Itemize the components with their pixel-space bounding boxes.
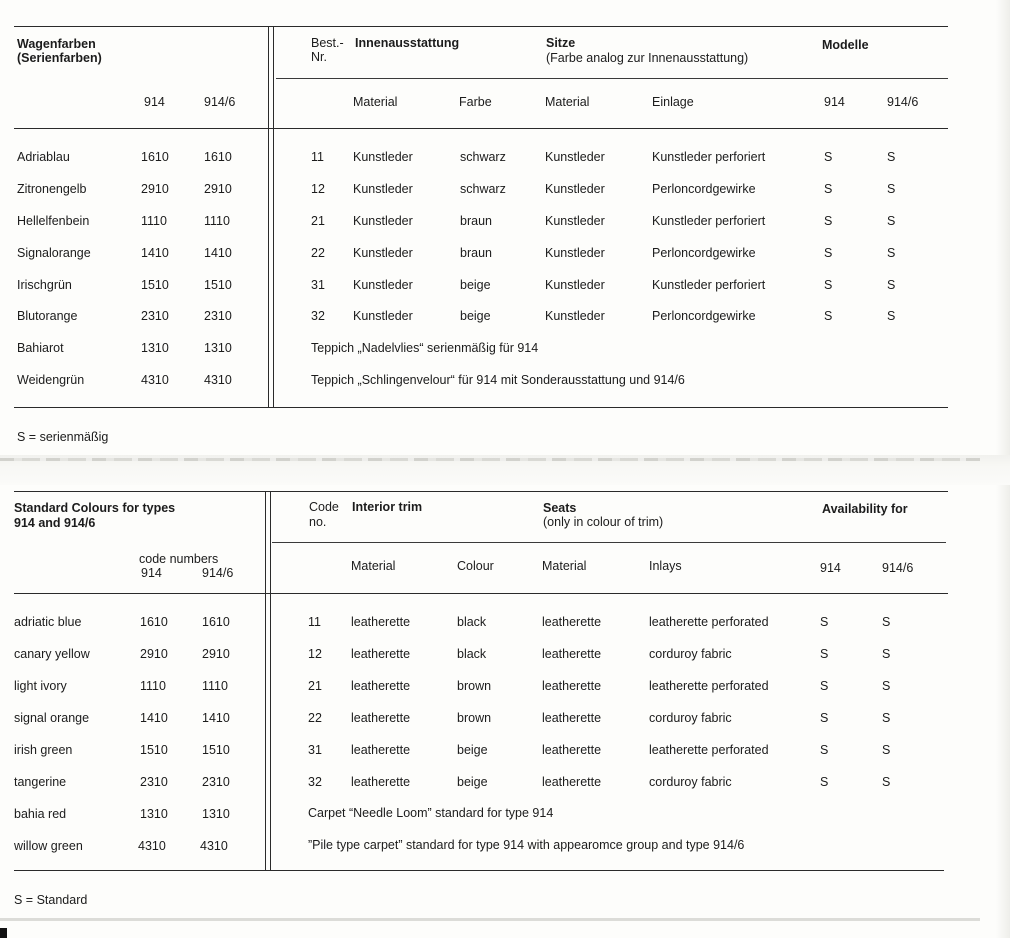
- subheader-rule: [14, 593, 948, 594]
- subheader-rule: [14, 128, 948, 129]
- trim-row: [0, 278, 1000, 296]
- avail-9146: S: [882, 647, 891, 661]
- color-name: Bahiarot: [17, 341, 64, 355]
- code-914: 1510: [140, 743, 168, 757]
- trim-material: leatherette: [351, 679, 411, 693]
- carpet-note-1: Carpet “Needle Loom” standard for type 914: [308, 806, 554, 820]
- avail-9146: S: [882, 743, 891, 757]
- model-914: S: [824, 309, 833, 323]
- color-name: Weidengrün: [17, 373, 85, 387]
- avail-914: S: [820, 743, 829, 757]
- trim-colour: brown: [457, 679, 492, 693]
- sub-colour: Colour: [457, 559, 494, 573]
- trim-nr: 22: [308, 711, 322, 725]
- trim-colour: brown: [457, 711, 492, 725]
- bottom-rule: [14, 407, 948, 408]
- trim-nr: 31: [308, 743, 322, 757]
- seat-inlay: leatherette perforated: [649, 615, 769, 629]
- seat-einlage: Perloncordgewirke: [652, 182, 756, 196]
- trim-material: leatherette: [351, 711, 411, 725]
- code-914: 1610: [140, 615, 168, 629]
- sub-material: Material: [351, 559, 396, 573]
- color-name: Adriablau: [17, 150, 70, 164]
- carpet-note-2: Teppich „Schlingenvelour“ für 914 mit Sonderausstattung und 914/6: [311, 373, 685, 387]
- trim-nr: 21: [311, 214, 325, 228]
- seat-material: Kunstleder: [545, 278, 605, 292]
- title-line2: (Serienfarben): [17, 51, 102, 65]
- avail-9146: S: [882, 711, 891, 725]
- trim-row: [0, 246, 1000, 264]
- model-9146: S: [887, 214, 896, 228]
- trim-farbe: beige: [460, 278, 491, 292]
- code-914: 2310: [140, 775, 168, 789]
- trim-nr: 11: [308, 615, 321, 629]
- seat-material: Kunstleder: [545, 182, 605, 196]
- availability-header: Availability for: [822, 502, 908, 516]
- avail-9146: S: [882, 775, 891, 789]
- model-914: S: [824, 278, 833, 292]
- trim-farbe: beige: [460, 309, 491, 323]
- trim-row: [0, 309, 1000, 327]
- trim-material: Kunstleder: [353, 309, 413, 323]
- model-9146: S: [887, 182, 896, 196]
- trim-row: [0, 647, 1000, 665]
- code-914: 1410: [141, 246, 169, 260]
- color-name: Irischgrün: [17, 278, 72, 292]
- color-name: Zitronengelb: [17, 182, 87, 196]
- code-9146: 2910: [204, 182, 232, 196]
- seat-material: Kunstleder: [545, 214, 605, 228]
- modelle-header: Modelle: [822, 38, 869, 52]
- trim-nr: 22: [311, 246, 325, 260]
- carpet-note-1: Teppich „Nadelvlies“ serienmäßig für 914: [311, 341, 539, 355]
- code-no-line2: no.: [309, 515, 327, 529]
- title-line1: Wagenfarben: [17, 37, 96, 51]
- seat-inlay: corduroy fabric: [649, 647, 732, 661]
- legend: S = serienmäßig: [17, 430, 109, 444]
- trim-colour: black: [457, 647, 487, 661]
- seat-inlay: leatherette perforated: [649, 743, 769, 757]
- sub-914: 914: [824, 95, 845, 109]
- sub-material: Material: [353, 95, 398, 109]
- top-rule: [14, 491, 948, 492]
- trim-row: [0, 711, 1000, 729]
- avail-914: S: [820, 679, 829, 693]
- trim-nr: 32: [311, 309, 325, 323]
- title-line2: 914 and 914/6: [14, 516, 96, 530]
- code-9146: 2310: [202, 775, 230, 789]
- sub-material-seats: Material: [545, 95, 590, 109]
- code-9146: 1510: [204, 278, 232, 292]
- color-name: Signalorange: [17, 246, 91, 260]
- code-9146: 1110: [204, 214, 230, 228]
- trim-nr: 11: [311, 150, 324, 164]
- sub-einlage: Einlage: [652, 95, 694, 109]
- trim-material: Kunstleder: [353, 150, 413, 164]
- trim-colour: beige: [457, 743, 488, 757]
- trim-nr: 12: [308, 647, 322, 661]
- col-914-header: 914: [144, 95, 165, 109]
- trim-material: Kunstleder: [353, 246, 413, 260]
- avail-9146: S: [882, 679, 891, 693]
- trim-nr: 12: [311, 182, 325, 196]
- code-9146: 1410: [202, 711, 230, 725]
- avail-914: S: [820, 647, 829, 661]
- trim-material: leatherette: [351, 615, 411, 629]
- sub-material-seats: Material: [542, 559, 587, 573]
- sub-farbe: Farbe: [459, 95, 492, 109]
- header-rule: [272, 542, 946, 543]
- seat-material: leatherette: [542, 679, 602, 693]
- trim-nr: 31: [311, 278, 325, 292]
- trim-row: [0, 214, 1000, 232]
- code-914: 4310: [141, 373, 169, 387]
- trim-material: Kunstleder: [353, 278, 413, 292]
- trim-material: leatherette: [351, 647, 411, 661]
- trim-colour: black: [457, 615, 487, 629]
- sub-914: 914: [820, 561, 841, 575]
- corner-mark: [0, 928, 7, 938]
- code-9146: 1510: [202, 743, 230, 757]
- model-9146: S: [887, 246, 896, 260]
- color-name: Hellelfenbein: [17, 214, 90, 228]
- trim-farbe: schwarz: [460, 150, 506, 164]
- code-914: 4310: [138, 839, 166, 853]
- code-9146: 4310: [200, 839, 228, 853]
- code-914: 2910: [140, 647, 168, 661]
- seat-material: Kunstleder: [545, 309, 605, 323]
- sitze-subheader: (Farbe analog zur Innenausstattung): [546, 51, 749, 65]
- best-nr-line2: Nr.: [311, 50, 327, 64]
- innen-header: Innenausstattung: [355, 36, 460, 50]
- model-914: S: [824, 214, 833, 228]
- trim-row: [0, 679, 1000, 697]
- seat-material: Kunstleder: [545, 150, 605, 164]
- code-914: 1410: [140, 711, 168, 725]
- trim-material: Kunstleder: [353, 182, 413, 196]
- color-name: Blutorange: [17, 309, 78, 323]
- seat-material: leatherette: [542, 615, 602, 629]
- trim-farbe: schwarz: [460, 182, 506, 196]
- code-numbers-header: code numbers: [139, 552, 219, 566]
- col-9146-header: 914/6: [202, 566, 234, 580]
- code-9146: 2910: [202, 647, 230, 661]
- seat-einlage: Kunstleder perforiert: [652, 150, 766, 164]
- color-name: willow green: [14, 839, 83, 853]
- seat-einlage: Kunstleder perforiert: [652, 214, 766, 228]
- trim-farbe: braun: [460, 214, 492, 228]
- seat-material: leatherette: [542, 743, 602, 757]
- code-9146: 1310: [204, 341, 232, 355]
- paper-tear-line: [0, 458, 980, 461]
- page-bottom-edge: [0, 918, 980, 921]
- code-9146: 1610: [202, 615, 230, 629]
- seat-material: leatherette: [542, 775, 602, 789]
- model-9146: S: [887, 309, 896, 323]
- model-914: S: [824, 182, 833, 196]
- col-9146-header: 914/6: [204, 95, 236, 109]
- trim-row: [0, 615, 1000, 633]
- seat-einlage: Perloncordgewirke: [652, 309, 756, 323]
- carpet-note-2: ”Pile type carpet” standard for type 914 with appearomce group and type 914/6: [308, 838, 745, 852]
- color-name: bahia red: [14, 807, 67, 821]
- code-914: 1310: [140, 807, 168, 821]
- seat-inlay: corduroy fabric: [649, 711, 732, 725]
- bottom-rule: [14, 870, 944, 871]
- trim-row: [0, 182, 1000, 200]
- trim-nr: 32: [308, 775, 322, 789]
- color-name: canary yellow: [14, 647, 90, 661]
- color-name: irish green: [14, 743, 73, 757]
- title-line1: Standard Colours for types: [14, 501, 176, 515]
- trim-row: [0, 150, 1000, 168]
- seat-einlage: Kunstleder perforiert: [652, 278, 766, 292]
- trim-row: [0, 775, 1000, 793]
- trim-material: leatherette: [351, 775, 411, 789]
- code-9146: 2310: [204, 309, 232, 323]
- model-914: S: [824, 246, 833, 260]
- code-914: 2310: [141, 309, 169, 323]
- legend: S = Standard: [14, 893, 88, 907]
- code-no-line1: Code: [309, 500, 339, 514]
- trim-colour: beige: [457, 775, 488, 789]
- seat-material: leatherette: [542, 647, 602, 661]
- seat-einlage: Perloncordgewirke: [652, 246, 756, 260]
- code-914: 1610: [141, 150, 169, 164]
- trim-farbe: braun: [460, 246, 492, 260]
- trim-material: leatherette: [351, 743, 411, 757]
- avail-914: S: [820, 711, 829, 725]
- code-9146: 1610: [204, 150, 232, 164]
- seat-material: Kunstleder: [545, 246, 605, 260]
- color-name: signal orange: [14, 711, 90, 725]
- avail-914: S: [820, 615, 829, 629]
- sub-9146: 914/6: [887, 95, 919, 109]
- avail-9146: S: [882, 615, 891, 629]
- code-914: 1110: [140, 679, 166, 693]
- seat-inlay: leatherette perforated: [649, 679, 769, 693]
- code-9146: 1310: [202, 807, 230, 821]
- header-rule: [276, 78, 948, 79]
- code-9146: 1110: [202, 679, 228, 693]
- sub-inlays: Inlays: [649, 559, 682, 573]
- model-914: S: [824, 150, 833, 164]
- code-914: 2910: [141, 182, 169, 196]
- seat-material: leatherette: [542, 711, 602, 725]
- seats-header: Seats: [543, 501, 577, 515]
- color-name: tangerine: [14, 775, 67, 789]
- interior-trim-header: Interior trim: [352, 500, 423, 514]
- code-914: 1310: [141, 341, 169, 355]
- color-name: light ivory: [14, 679, 67, 693]
- seat-inlay: corduroy fabric: [649, 775, 732, 789]
- code-9146: 1410: [204, 246, 232, 260]
- trim-nr: 21: [308, 679, 322, 693]
- best-nr-line1: Best.-: [311, 36, 344, 50]
- seats-subheader: (only in colour of trim): [543, 515, 664, 529]
- trim-row: [0, 743, 1000, 761]
- code-9146: 4310: [204, 373, 232, 387]
- sitze-header: Sitze: [546, 36, 576, 50]
- code-914: 1510: [141, 278, 169, 292]
- top-rule: [14, 26, 948, 27]
- model-9146: S: [887, 278, 896, 292]
- code-914: 1110: [141, 214, 167, 228]
- color-name: adriatic blue: [14, 615, 82, 629]
- trim-material: Kunstleder: [353, 214, 413, 228]
- col-914-header: 914: [141, 566, 162, 580]
- avail-914: S: [820, 775, 829, 789]
- model-9146: S: [887, 150, 896, 164]
- sub-9146: 914/6: [882, 561, 914, 575]
